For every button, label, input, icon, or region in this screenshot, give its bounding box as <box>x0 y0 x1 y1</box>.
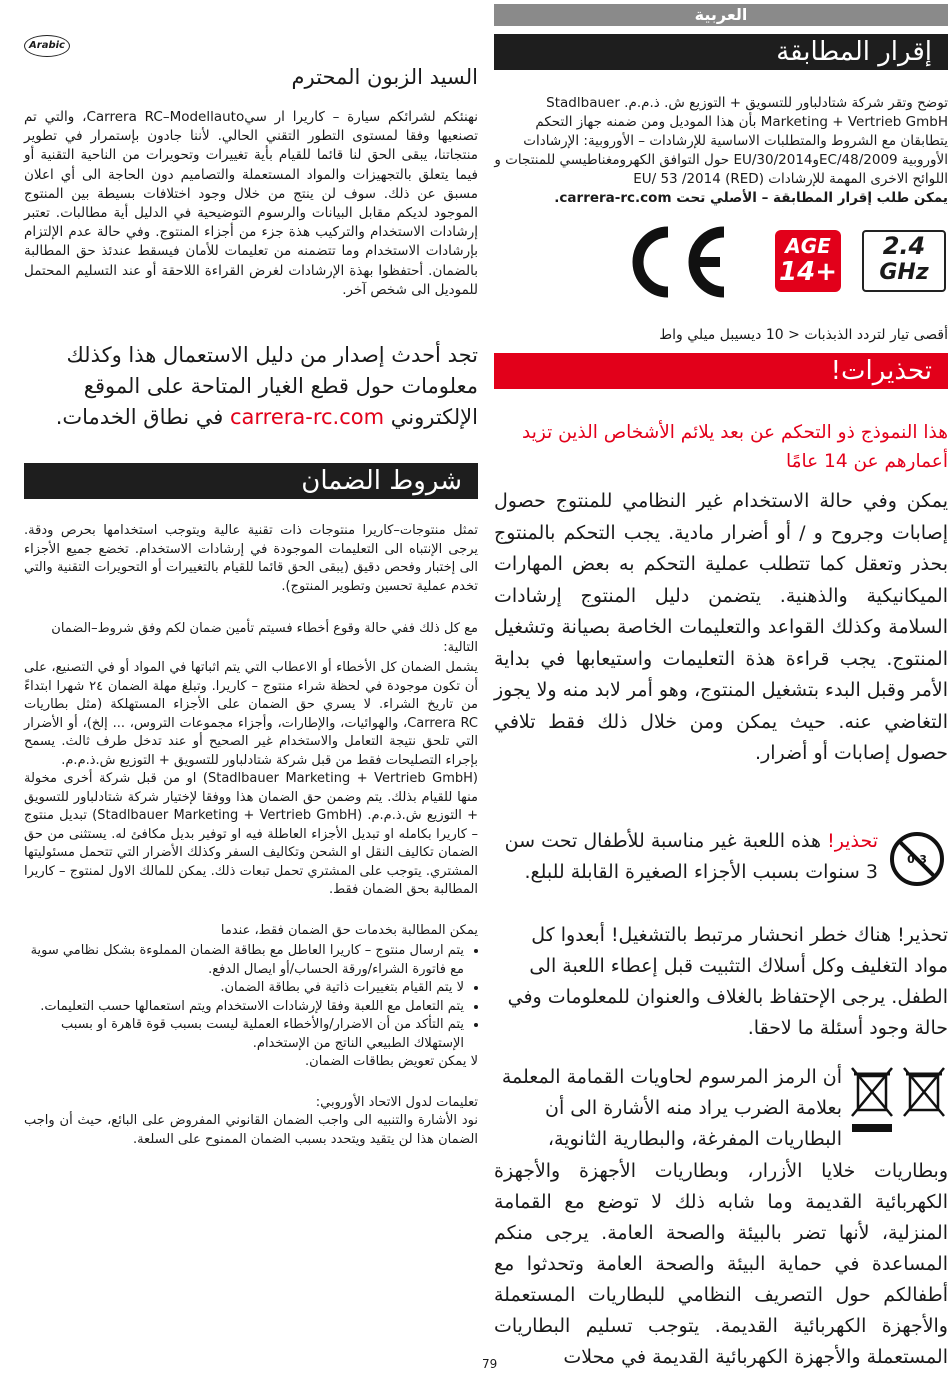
warranty-conditions-list <box>24 942 478 1053</box>
declaration-line: Marketing + Vertrieb GmbH بأن هذا الموديل ومن ضمنه جهاز التحكم <box>535 114 948 130</box>
warranty-claim-intro: يمكن المطالبة بخدمات حق الضمان فقط، عندما <box>220 922 478 938</box>
language-badge: Arabic <box>24 35 70 57</box>
warranty-title: شروط الضمان <box>24 463 478 499</box>
declaration-line: الأوروبية EC/48/2009وEU/30/2014 حول التوافق الكهرومغناطيسي للمنتجات و <box>494 152 948 168</box>
warranty-p2: مع كل ذلك ففي حالة وقوع أخطاء فسيتم تأمين ضمان لكم وفق شروط–الضمان التالية: <box>51 621 478 655</box>
list-item: • يتم التأكد من أن الاضرار/والأخطاء العملية ليست بسبب قوة قاهرة او بسبب الإستهلاك الطبيعي الناتج من الإستخدام. <box>24 1016 464 1053</box>
crossed-bin-icon <box>900 1062 948 1124</box>
strangulation-warning: تحذير! هناك خطر انحشار مرتبط بالتشغيل! أبعدوا كل مواد التغليف وكل أسلاك التثبيت قبل إعطاء اللعبة الى الطفل. يرجى الإحتفاظ بالغلاف والعنوان للمعلومات وفي حالة وجود أسئلة ما لاحقا. <box>507 924 948 1039</box>
weee-text: وبطاريات خلايا الأزرار، وبطاريات الأجهزة والأجهزة الكهربائية القديمة وما شابه ذلك لا توضع مع القمامة المنزلية، لأنها تضر بالبيئة والصحة العامة. يرجى منكم المساعدة في حماية البيئة والصحة العامة وتحدثوا مع أطفالكم حول التصريف النظامي للبطاريات المستعملة والأجهزة الكهربائية القديمة. يتوجب تسليم البطاريات المستعملة والأجهزة الكهربائية القديمة في محلات <box>494 1160 948 1368</box>
age-14-badge: AGE 14+ <box>775 230 841 292</box>
crossed-bin-bar-icon <box>848 1062 896 1134</box>
safety-text: يمكن وفي حالة الاستخدام غير النظامي للمنتوج حصول إصابات وجروح و / أو أضرار مادية. يجب التحكم بالمنتوج بحذر وتعقل كما تتطلب عملية التحكم به بعض المهارات الميكانيكية والذهنية. يتضمن دليل المنتوج إرشادات السلامة وكذلك القواعد والتعليمات الخاصة بصيانة وتشغيل المنتوج. يجب قراءة هذة التعليمات واستيعابها في بداية الأمر وقبل البدء بتشغيل المنتوج، وهو أمر لابد منه ولا يجوز التغاضي عنه. حيث يمكن ومن خلال ذلك فقط تلافي حصول إصابات أو أضرار. <box>494 490 948 764</box>
latest-version-notice <box>24 340 478 433</box>
declaration-title: إقرار المطابقة <box>494 34 948 70</box>
list-item: • يتم التعامل مع اللعبة وفقا لإرشادات الاستخدام ويتم استعمالها حسب التعليمات. <box>24 998 464 1017</box>
warranty-no-replace: لا يمكن تعويض بطاقات الضمان. <box>305 1054 478 1069</box>
power-note: أقصى تيار لتردد الذبذبات < 10 ديسيبل ميلي واط <box>659 327 948 343</box>
warranty-p4: (Stadlbauer Marketing + Vertrieb GmbH) او من قبل شركة أخرى مخولة منها للقيام بذلك. يتم وضمن حق الضمان هذا ووفقا لإختيار شركة شتادلباور للتسويق + التوزيع ش.ذ.م.م. (Stadlbauer Marketing + Vertrieb GmbH) تبديل منتوج – كاريرا بكامله او تبديل الأجزاء العاطلة فيه او توفير بديل مكافئ له. يستثنى من حق الضمان تكاليف النقل او الشحن وتكاليف السفر وكذلك الأضرار التي تتحمل مسئوليتها المشتري. يتوجب على المشتري تحمل تبعات ذلك. يمكن للمالك الاول لمنتوج – كاريرا المطالبة بحق الضمان فقط. <box>24 771 478 897</box>
age-0-3-warning-icon <box>888 830 946 888</box>
list-item: • يتم ارسال منتوج – كاريرا العاطل مع بطاقة الضمان المملوءة بشكل نظامي سوية مع فاتورة الشراء/ورقة الحساب/أو ايصال الدفع. <box>24 942 464 979</box>
latest-version-text: تجد أحدث إصدار من دليل الاستعمال هذا وكذلك معلومات حول قطع الغيار المتاحة على الموقع الإلكتروني <box>66 343 478 429</box>
svg-text:0-3: 0-3 <box>907 853 927 866</box>
declaration-line: يمكن طلب إقرار المطابقة – الأصلي تحت carrera-rc.com. <box>554 190 948 206</box>
eu-title: تعليمات لدول الاتحاد الأوروبي: <box>315 1094 478 1110</box>
declaration-line: يتطابقان مع الشروط والمتطلبات الاساسية للإرشادات – الأوروبية: الإرشادات <box>523 133 948 149</box>
ce-mark-icon <box>620 226 730 298</box>
eu-text: نود الأشارة والتنبيه الى واجب الضمان القانوني المفروض على البائع، حيث أن واجب الضمان هذا لن يتقيد ويتحدد بسبب الضمان الممنوح على السلعة. <box>24 1113 478 1147</box>
latest-version-suffix: في نطاق الخدمات. <box>55 405 224 429</box>
warnings-title: تحذيرات! <box>494 353 948 389</box>
declaration-text <box>494 94 948 208</box>
customer-text: نهنئكم لشرائكم سيارة – كاريرا ار سيCarrera RC–Modellauto، والتي تم تصنعيها وفقا لمستوى التطور التقني الحالي. لأننا جادون بإستمرار في تطوير منتجاتنا، يبقى الحق لنا قائما للقيام بأية تغييرات وتحويرات من الناحية التقنية أو فيما يتعلق بالتجهيزات والمواد المستعملة والتصاميم دون الحاجة الى أي اعلان مسبق عن ذلك. سوف لن ينتج من خلال وجود اختلافات بسيطة بين المنتوج الموجود لديكم مقابل البيانات والرسوم التوضيحية في الدليل أية مطالبات. تعتبر إرشادات الاستخدام والتركيب هذة جزء من أجزاء المنتوج. وفي حالة عدم الإلتزام بإرشادات الاستخدام وما تتضمنه من تعليمات للأمان فيسقط عندئذ حق المطالبة بالضمان. أحتفظوا بهذة الإرشادات لغرض القراءة اللاحقة أو عند التسليم المحتمل للموديل الى شخص آخر. <box>24 109 478 298</box>
declaration-line: اللوائح الاخرى المهمة للإرشادات (RED) EU/ 53 /2014 <box>633 171 948 187</box>
choking-text: هذه اللعبة غير مناسبة للأطفال تحت سن 3 سنوات بسبب الأجزاء الصغيرة القابلة للبلع. <box>504 830 878 883</box>
weee-intro: أن الرمز المرسوم لحاويات القمامة المعلمة بعلامة الضرب يراد منه الأشارة الى أن البطاريات المفرغة، والبطارية الثانوية، <box>501 1066 842 1150</box>
frequency-2-4ghz-badge: 2.4 GHz <box>862 230 946 292</box>
warranty-p1: تمثل منتوجات–كاريرا منتوجات ذات تقنية عالية ويتوجب استخدامها بحرص ودقة. يرجى الإنتباه الى التعليمات الموجودة في إرشادات الاستخدام. تخضع جميع الأجزاء الى إختبار وفحص دقيق (يبقى الحق قائما للقيام بالتغييرات أو التحويرات التقنية والتي تخدم عملية تحسين وتطوير المنتوج). <box>24 523 478 594</box>
declaration-line: توضح وتقر شركة شتادلباور للتسويق + التوزيع ش. ذ.م.م. Stadlbauer <box>546 95 948 111</box>
page-number: 79 <box>482 1357 498 1371</box>
choking-label: تحذير! <box>827 830 878 852</box>
age-warning: هذا النموذج ذو التحكم عن بعد يلائم الأشخاص الذين تزيد أعمارهم عن 14 عامًا <box>522 422 948 472</box>
website-link[interactable]: carrera-rc.com <box>229 405 385 429</box>
customer-greeting: السيد الزبون المحترم <box>291 65 478 89</box>
warranty-p3: يشمل الضمان كل الأخطاء أو الاعطاب التي يتم اثباتها في المواد أو في التصنيع، على أن تكون موجودة في لحظة شراء منتوج – كاريرا. وتبلغ مهلة الضمان ٢٤ شهرا ابتداءً من تاريخ الشراء. لا يسري حق الضمان على الأجزاء المستهلكة (مثل بطاريات Carrera RC، والهوائيات، والإطارات، وأجزاء مجموعات التروس، ... إلخ)، أو الأضرار التي تلحق نتيجة التعامل والاستخدام غير الصحيح أو عند تدخل طرف ثالث. يسمح بإجراء التصليحات فقط من قبل شركة شتادلباور للتسويق + التوزيع ش.ذ.م.م. <box>24 660 478 768</box>
warranty-text <box>24 522 478 1155</box>
language-tab: العربية <box>494 4 948 26</box>
choking-warning <box>494 826 878 888</box>
list-item: • لا يتم القيام بتغييرات ذاتية في بطاقة الضمان. <box>24 979 464 998</box>
